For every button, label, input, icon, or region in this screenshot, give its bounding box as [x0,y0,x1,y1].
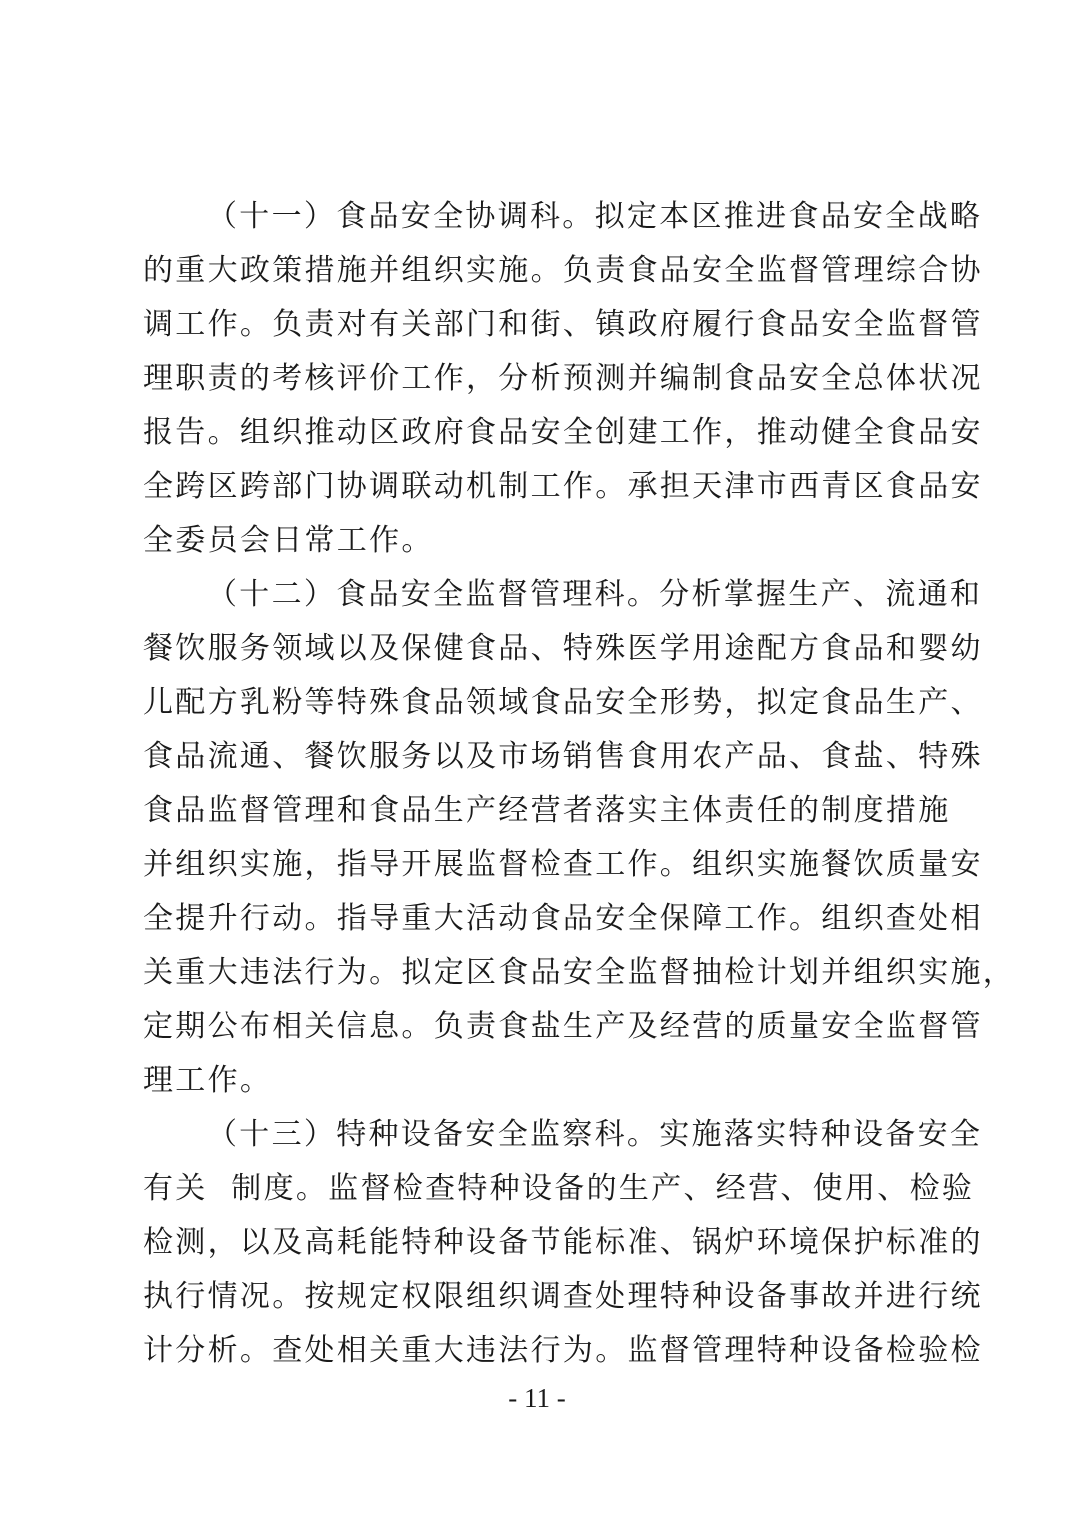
paragraph-line: 调工作。负责对有关部门和街、镇政府履行食品安全监督管 [143,307,983,342]
paragraph-line: 食品监督管理和食品生产经营者落实主体责任的制度措施 [143,793,951,828]
paragraph-line: 全提升行动。指导重大活动食品安全保障工作。组织查处相 [143,901,983,936]
paragraph-line: 检测，以及高耗能特种设备节能标准、锅炉环境保护标准的 [143,1225,983,1260]
paragraph-line: 儿配方乳粉等特殊食品领域食品安全形势，拟定食品生产、 [143,685,983,720]
paragraph-line: 有关 制度。监督检查特种设备的生产、经营、使用、检验 [143,1171,975,1206]
paragraph-line: （十一）食品安全协调科。拟定本区推进食品安全战略 [207,199,983,234]
page-number: - 11 - [508,1383,566,1413]
paragraph-line: （十二）食品安全监督管理科。分析掌握生产、流通和 [207,577,983,612]
paragraph-line: 理工作。 [143,1063,273,1098]
paragraph-line: 执行情况。按规定权限组织调查处理特种设备事故并进行统 [143,1279,983,1314]
paragraph-line: 餐饮服务领域以及保健食品、特殊医学用途配方食品和婴幼 [143,631,983,666]
paragraph-line: 全跨区跨部门协调联动机制工作。承担天津市西青区食品安 [143,469,983,504]
paragraph-line: 食品流通、餐饮服务以及市场销售食用农产品、食盐、特殊 [143,739,983,774]
paragraph-line: 的重大政策措施并组织实施。负责食品安全监督管理综合协 [143,253,983,288]
paragraph-line: 计分析。查处相关重大违法行为。监督管理特种设备检验检 [143,1333,983,1368]
body-text [143,190,1016,1378]
paragraph-line: （十三）特种设备安全监察科。实施落实特种设备安全 [207,1117,983,1152]
paragraph-line: 报告。组织推动区政府食品安全创建工作，推动健全食品安 [143,415,983,450]
paragraph-line: 全委员会日常工作。 [143,523,434,558]
paragraph-line: 定期公布相关信息。负责食盐生产及经营的质量安全监督管 [143,1009,983,1044]
paragraph-line: 理职责的考核评价工作，分析预测并编制食品安全总体状况 [143,361,983,396]
paragraph-line: 并组织实施，指导开展监督检查工作。组织实施餐饮质量安 [143,847,983,882]
paragraph-line: 关重大违法行为。拟定区食品安全监督抽检计划并组织实施， [143,955,1016,990]
